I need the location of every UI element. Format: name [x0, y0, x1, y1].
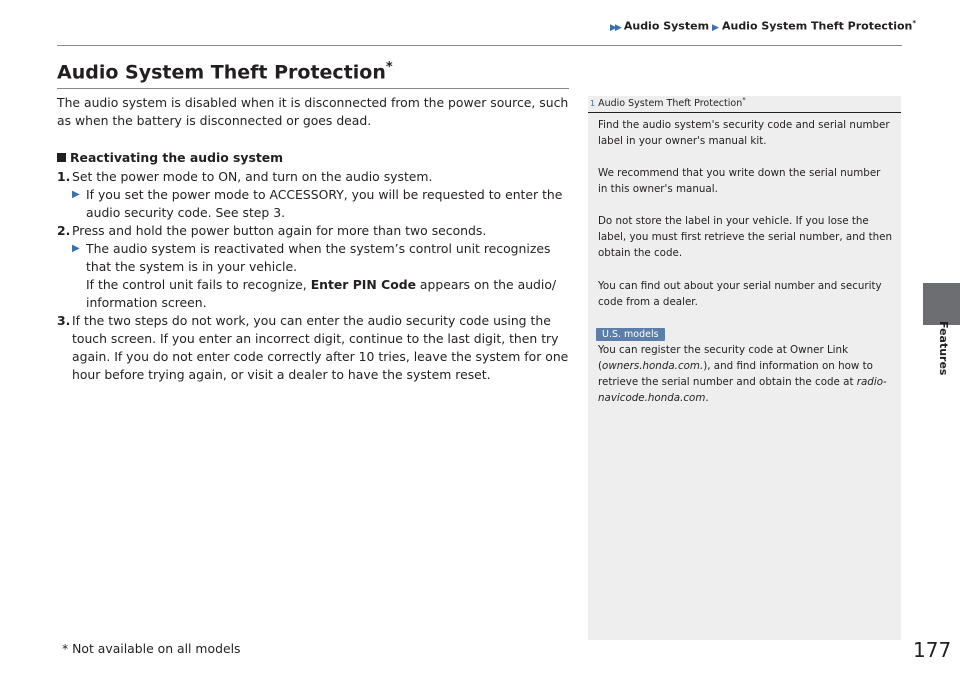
arrow-right-icon: ▶: [72, 189, 80, 200]
section-heading-text: Reactivating the audio system: [70, 150, 284, 165]
step-text: Set the power mode to ON, and turn on the audio system.: [72, 169, 433, 184]
title-divider: [57, 88, 569, 89]
note-p5-text-c: .: [705, 392, 709, 404]
substep-text-continued: [86, 276, 570, 312]
region-badge: U.S. models: [596, 328, 665, 341]
square-bullet-icon: [57, 153, 66, 162]
owner-link-url[interactable]: owners.honda.com.: [602, 360, 704, 372]
section-heading: [57, 150, 283, 165]
note-title: [588, 96, 901, 113]
step-text: If the two steps do not work, you can enter the audio security code using the touch screen. If you enter an incorrect digit, continue to the last digit, then try again. If you do not enter code correctly after 10 tries, leave the system for one hour before trying again, or visit a dealer to have the system reset.: [72, 313, 569, 382]
reference-icon: 1: [590, 99, 596, 109]
note-paragraph-3: Do not store the label in your vehicle. If you lose the label, you must first retrieve the serial number, and then obtain the code.: [598, 215, 892, 259]
footnote: * Not available on all models: [62, 641, 241, 656]
note-title-text: Audio System Theft Protection: [598, 98, 743, 110]
note-paragraph-4: You can find out about your serial number and security code from a dealer.: [598, 280, 882, 308]
step-2: [57, 222, 572, 240]
enter-pin-code-label: Enter PIN Code: [310, 277, 416, 292]
breadcrumb-item-audio-system[interactable]: Audio System: [623, 19, 710, 33]
arrow-right-icon: ▶: [72, 243, 80, 254]
note-paragraph-2: We recommend that you write down the serial number in this owner's manual.: [598, 167, 881, 195]
step-number: 1.: [57, 169, 71, 184]
breadcrumb: [610, 19, 916, 33]
double-arrow-icon: ▶▶: [610, 22, 620, 33]
substep-text-post: appears on the audio/ information screen.: [86, 277, 557, 310]
step-3: [57, 312, 572, 384]
substep-text: The audio system is reactivated when the system’s control unit recognizes that the system is in your vehicle.: [86, 241, 551, 274]
substep-text: If you set the power mode to ACCESSORY, you will be requested to enter the audio security code. See step 3.: [86, 187, 563, 220]
substep-1: [72, 186, 570, 222]
section-side-label: Features: [937, 321, 950, 376]
arrow-right-icon: ▶: [712, 22, 719, 33]
section-side-tab: [923, 283, 960, 325]
step-number: 2.: [57, 223, 71, 238]
note-paragraph-1: Find the audio system's security code and serial number label in your owner's manual kit.: [598, 119, 890, 147]
title-asterisk: *: [385, 60, 393, 75]
page-title: [57, 60, 393, 83]
note-p5-text-a: You can register the security code at Owner Link (: [598, 344, 849, 372]
substep-text-pre: If the control unit fails to recognize,: [86, 277, 311, 292]
step-text: Press and hold the power button again for more than two seconds.: [72, 223, 487, 238]
breadcrumb-item-theft-protection[interactable]: Audio System Theft Protection: [721, 19, 913, 33]
radio-navicode-url[interactable]: radio-navicode.honda.com: [598, 376, 887, 404]
breadcrumb-asterisk: *: [912, 19, 917, 27]
header-divider: [57, 45, 902, 46]
note-title-asterisk: *: [742, 96, 746, 104]
note-p5-text-b: ), and find information on how to retrieve the serial number and obtain the code at: [598, 360, 873, 388]
step-1: [57, 168, 572, 186]
note-paragraph-5: [598, 342, 893, 406]
page-title-text: Audio System Theft Protection: [57, 61, 386, 84]
step-number: 3.: [57, 313, 71, 328]
page-number: 177: [913, 638, 952, 662]
intro-paragraph: The audio system is disabled when it is disconnected from the power source, such as when the battery is disconnected or goes dead.: [57, 95, 569, 128]
substep-2: [72, 240, 570, 312]
